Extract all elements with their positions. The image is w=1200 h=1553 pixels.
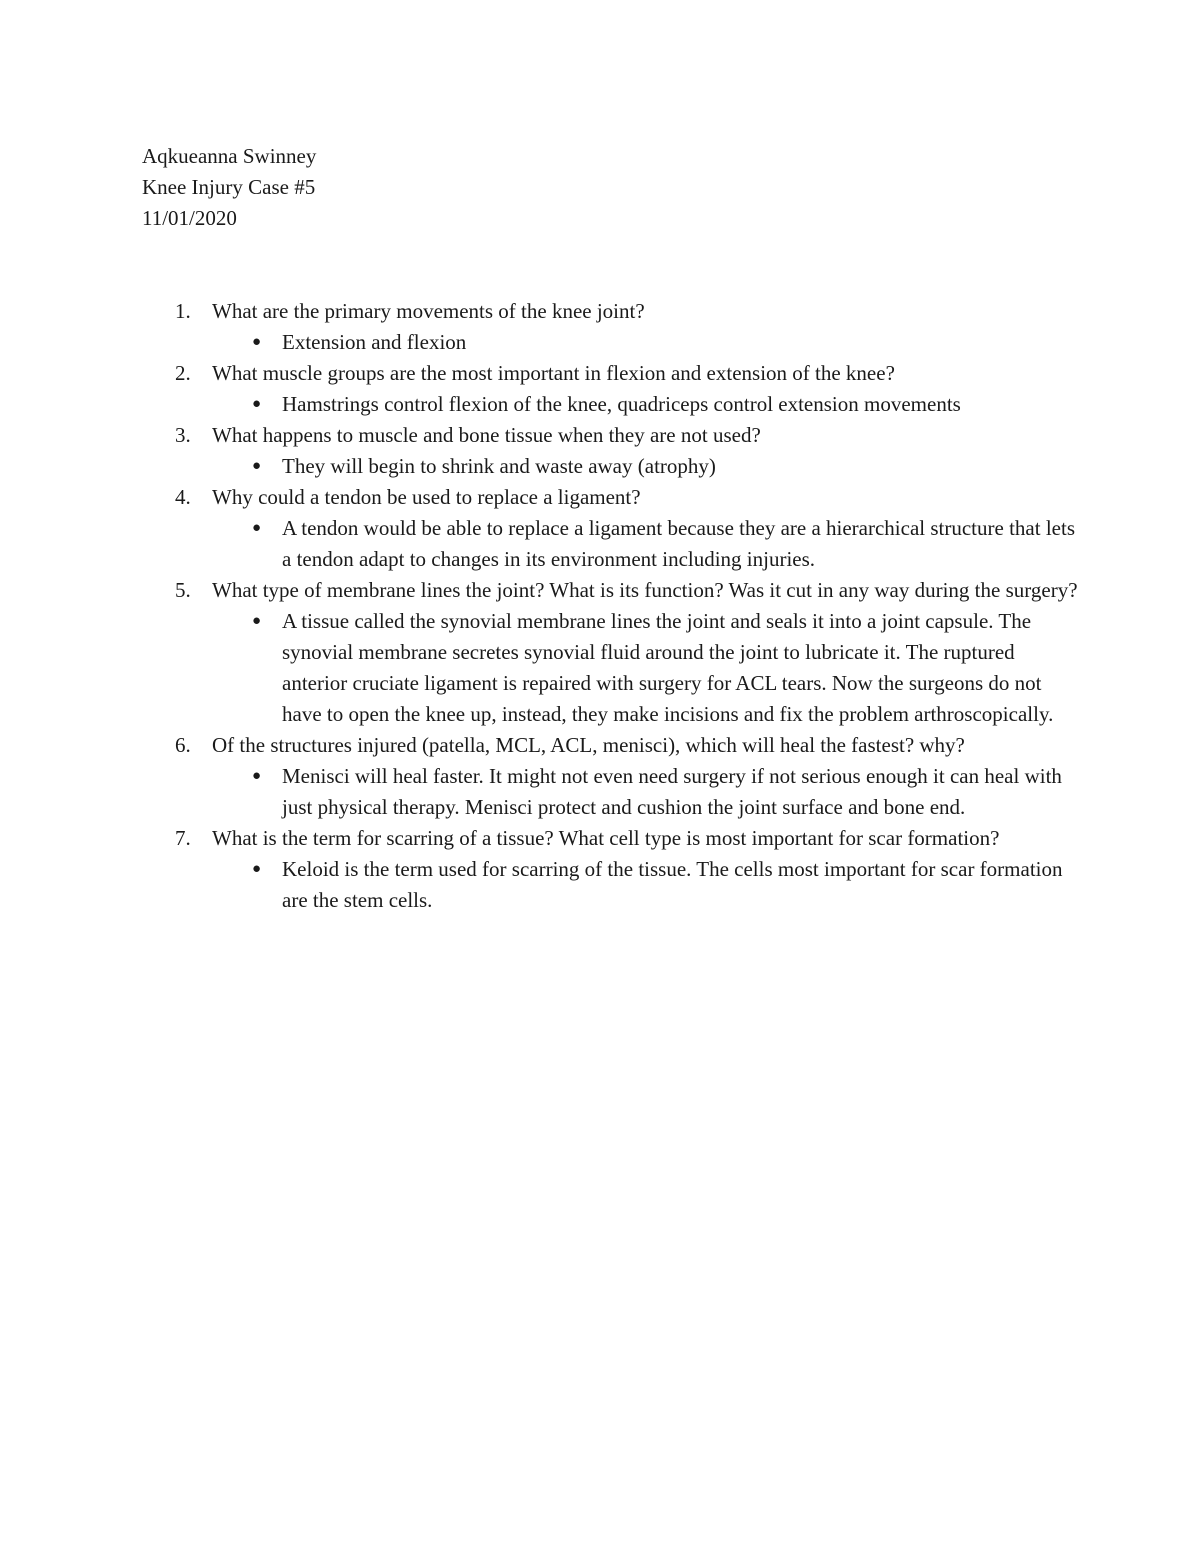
question-number: 6. — [175, 733, 191, 757]
answer-item — [212, 451, 1082, 482]
bullet-icon: ● — [252, 520, 262, 536]
answer-list — [212, 451, 1082, 482]
document-header — [142, 141, 316, 234]
author-name: Aqkueanna Swinney — [142, 144, 317, 168]
question-number: 4. — [175, 485, 191, 509]
answer-text: Menisci will heal faster. It might not even need surgery if not serious enough it can heal with just physical therapy. Menisci protect and cushion the joint surface and bone end. — [282, 764, 1062, 819]
answer-item — [212, 606, 1082, 730]
question-item — [142, 420, 1082, 482]
question-list — [142, 296, 1082, 916]
answer-item — [212, 761, 1082, 823]
question-item — [142, 730, 1082, 823]
question-text: What happens to muscle and bone tissue when they are not used? — [212, 423, 761, 447]
question-number: 2. — [175, 361, 191, 385]
bullet-icon: ● — [252, 861, 262, 877]
answer-text: A tissue called the synovial membrane lines the joint and seals it into a joint capsule. The synovial membrane secretes synovial fluid around the joint to lubricate it. The ruptured anterior cruciate ligament is repaired with surgery for ACL tears. Now the surgeons do not have to open the knee up, instead, they make incisions and fix the problem arthroscopically. — [282, 609, 1054, 726]
question-number: 7. — [175, 826, 191, 850]
answer-list — [212, 513, 1082, 575]
bullet-icon: ● — [252, 613, 262, 629]
answer-item — [212, 389, 1082, 420]
document-title: Knee Injury Case #5 — [142, 175, 316, 199]
answer-list — [212, 606, 1082, 730]
question-item — [142, 575, 1082, 730]
question-number: 1. — [175, 299, 191, 323]
question-text: What is the term for scarring of a tissue? What cell type is most important for scar formation? — [212, 826, 1000, 850]
bullet-icon: ● — [252, 458, 262, 474]
document-date: 11/01/2020 — [142, 206, 237, 230]
answer-text: Extension and flexion — [282, 330, 467, 354]
answer-list — [212, 761, 1082, 823]
question-number: 3. — [175, 423, 191, 447]
answer-text: Keloid is the term used for scarring of the tissue. The cells most important for scar formation are the stem cells. — [282, 857, 1063, 912]
question-text: What are the primary movements of the knee joint? — [212, 299, 645, 323]
answer-text: Hamstrings control flexion of the knee, quadriceps control extension movements — [282, 392, 961, 416]
question-text: Why could a tendon be used to replace a ligament? — [212, 485, 641, 509]
bullet-icon: ● — [252, 768, 262, 784]
answer-item — [212, 513, 1082, 575]
question-item — [142, 296, 1082, 358]
question-text: What muscle groups are the most important in flexion and extension of the knee? — [212, 361, 895, 385]
answer-text: A tendon would be able to replace a ligament because they are a hierarchical structure that lets a tendon adapt to changes in its environment including injuries. — [282, 516, 1075, 571]
answer-list — [212, 389, 1082, 420]
bullet-icon: ● — [252, 396, 262, 412]
question-text: Of the structures injured (patella, MCL, ACL, menisci), which will heal the fastest? why? — [212, 733, 965, 757]
question-item — [142, 358, 1082, 420]
question-number: 5. — [175, 578, 191, 602]
question-item — [142, 823, 1082, 916]
question-text: What type of membrane lines the joint? What is its function? Was it cut in any way during the surgery? — [212, 578, 1078, 602]
answer-list — [212, 327, 1082, 358]
question-item — [142, 482, 1082, 575]
answer-item — [212, 327, 1082, 358]
answer-list — [212, 854, 1082, 916]
answer-item — [212, 854, 1082, 916]
bullet-icon: ● — [252, 334, 262, 350]
answer-text: They will begin to shrink and waste away (atrophy) — [282, 454, 716, 478]
